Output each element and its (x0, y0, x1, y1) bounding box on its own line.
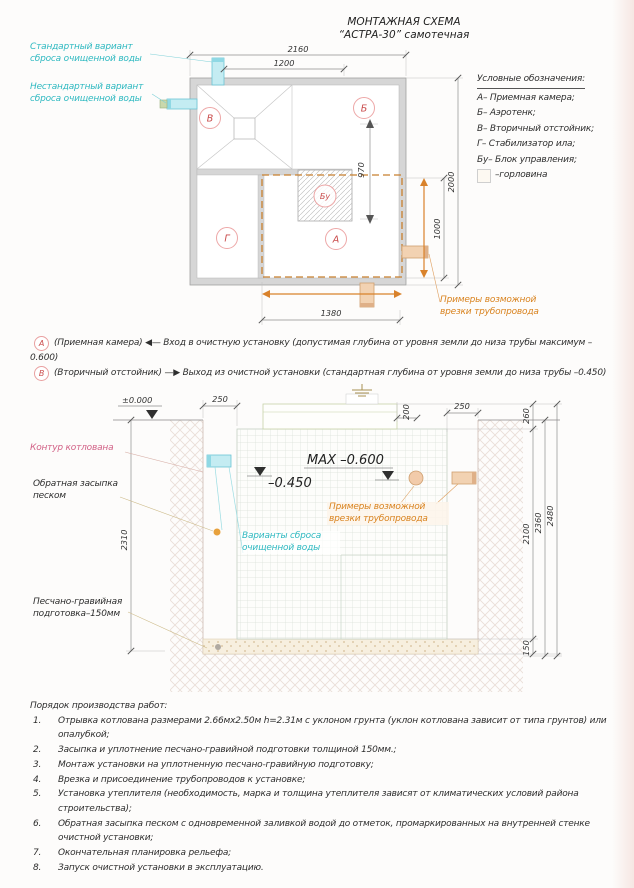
label-B: Б (360, 103, 368, 115)
divider-vertical (258, 175, 264, 278)
section-discharge-note: Варианты сброса очищенной воды (242, 531, 340, 554)
label-A: А (332, 234, 340, 246)
bedding-label: Песчано-гравийная подготовка–150мм (33, 597, 123, 619)
dim-2160: 2160 (287, 44, 309, 54)
worklist-heading: Порядок производства работ: (30, 701, 168, 711)
legend-item-v: В– Вторичный отстойник; (477, 123, 594, 134)
plan-pipe-note: Примеры возможной врезки трубопровода (440, 295, 539, 317)
tank-neck (263, 384, 397, 429)
legend-item-a: А– Приемная камера; (477, 92, 575, 103)
soil-left (170, 420, 203, 654)
dim-1200: 1200 (273, 58, 295, 68)
neck-symbol (477, 169, 491, 183)
label-G: Г (224, 233, 230, 245)
worklist-item: 4. Врезка и присоединение трубопроводов к установке; (33, 774, 306, 785)
backfill-label: Обратная засыпка песком (33, 479, 118, 501)
legend (477, 72, 629, 184)
note-b-badge: В (34, 366, 49, 381)
dim-1380: 1380 (320, 308, 342, 318)
worklist-item: 6. Обратная засыпка песком с одновременной заливкой водой до отметок, промаркированных на внутренней стенке очистной установки; (33, 818, 590, 844)
work-order-list (30, 699, 608, 875)
note-b-text: (Вторичный отстойник) —▶ Выход из очистной установки (стандартная глубина от уровня земли до низа трубы –0.450) (54, 368, 607, 378)
dim-970: 970 (356, 162, 366, 178)
title-line2: “АСТРА-30” самотечная (338, 29, 470, 41)
nonstandard-discharge-label: Нестандартный вариант сброса очищенной воды (30, 82, 144, 104)
worklist-item: 7. Окончательная планировка рельефа; (33, 848, 231, 859)
note-inlet (30, 336, 608, 366)
note-a-text: (Приемная камера) ◀— Вход в очистную установку (допустимая глубина от уровня земли до низа трубы максимум –0.600) (30, 338, 593, 363)
dim-2000: 2000 (446, 171, 456, 193)
dim-1000: 1000 (432, 218, 442, 240)
plan-view (150, 44, 463, 325)
level-max-text: MAX –0.600 (307, 453, 384, 468)
dim-2310: 2310 (119, 529, 129, 551)
legend-item-b: Б– Аэротенк; (477, 108, 536, 118)
worklist-item: 5. Установка утеплителя (необходимость, марка и толщина утеплителя зависят от климатических условий района строительства); (33, 789, 579, 814)
level-out-text: –0.450 (268, 476, 312, 491)
worklist-item: 3. Монтаж установки на уплотненную песчано-гравийную подготовку; (33, 759, 374, 770)
soil-right (478, 420, 523, 654)
legend-item-bu: Бу– Блок управления; (477, 154, 577, 165)
title-line1: МОНТАЖНАЯ СХЕМА (347, 16, 461, 28)
legend-gorlovina: –горловина (495, 170, 548, 180)
page-edge-tint (612, 0, 634, 888)
outlet-pipe-left (160, 99, 197, 109)
note-outlet (30, 366, 608, 381)
discharge-point-dot (214, 529, 221, 536)
label-Bu: Бу (319, 192, 331, 201)
worklist-item: 2. Засыпка и уплотнение песчано-гравийной подготовки толщиной 150мм.; (33, 745, 397, 756)
inlet-pipe-bottom (360, 283, 374, 307)
worklist-item: 8. Запуск очистной установки в эксплуатацию. (33, 862, 264, 873)
sheet-title (288, 16, 520, 42)
soil-bottom (170, 654, 523, 692)
worklist-item: 1. Отрывка котлована размерами 2.66мх2.50м h=2.31м с уклоном грунта (уклон котлована зависит от типа грунтов) или опалубкой; (33, 715, 607, 741)
dim-260: 260 (521, 408, 531, 424)
legend-heading: Условные обозначения: (477, 72, 585, 89)
section-pipe-note: Примеры возможной врезки трубопровода (327, 502, 449, 525)
label-V: В (206, 113, 214, 125)
note-a-badge: А (34, 336, 49, 351)
dim-250-left: 250 (212, 394, 228, 404)
dim-2360: 2360 (533, 512, 543, 534)
dim-250-right: 250 (454, 401, 470, 411)
dim-200: 200 (401, 404, 411, 420)
pit-contour-label: Контур котлована (30, 443, 114, 453)
zero-level-mark (118, 395, 162, 419)
level-zero-text: ±0.000 (122, 395, 153, 405)
dim-2100: 2100 (521, 523, 531, 545)
legend-item-g: Г– Стабилизатор ила; (477, 139, 576, 149)
dim-2480: 2480 (545, 505, 555, 527)
sand-bedding (203, 639, 478, 654)
dim-150: 150 (521, 640, 531, 656)
standard-discharge-label: Стандартный вариант сброса очищенной воды (30, 42, 142, 64)
